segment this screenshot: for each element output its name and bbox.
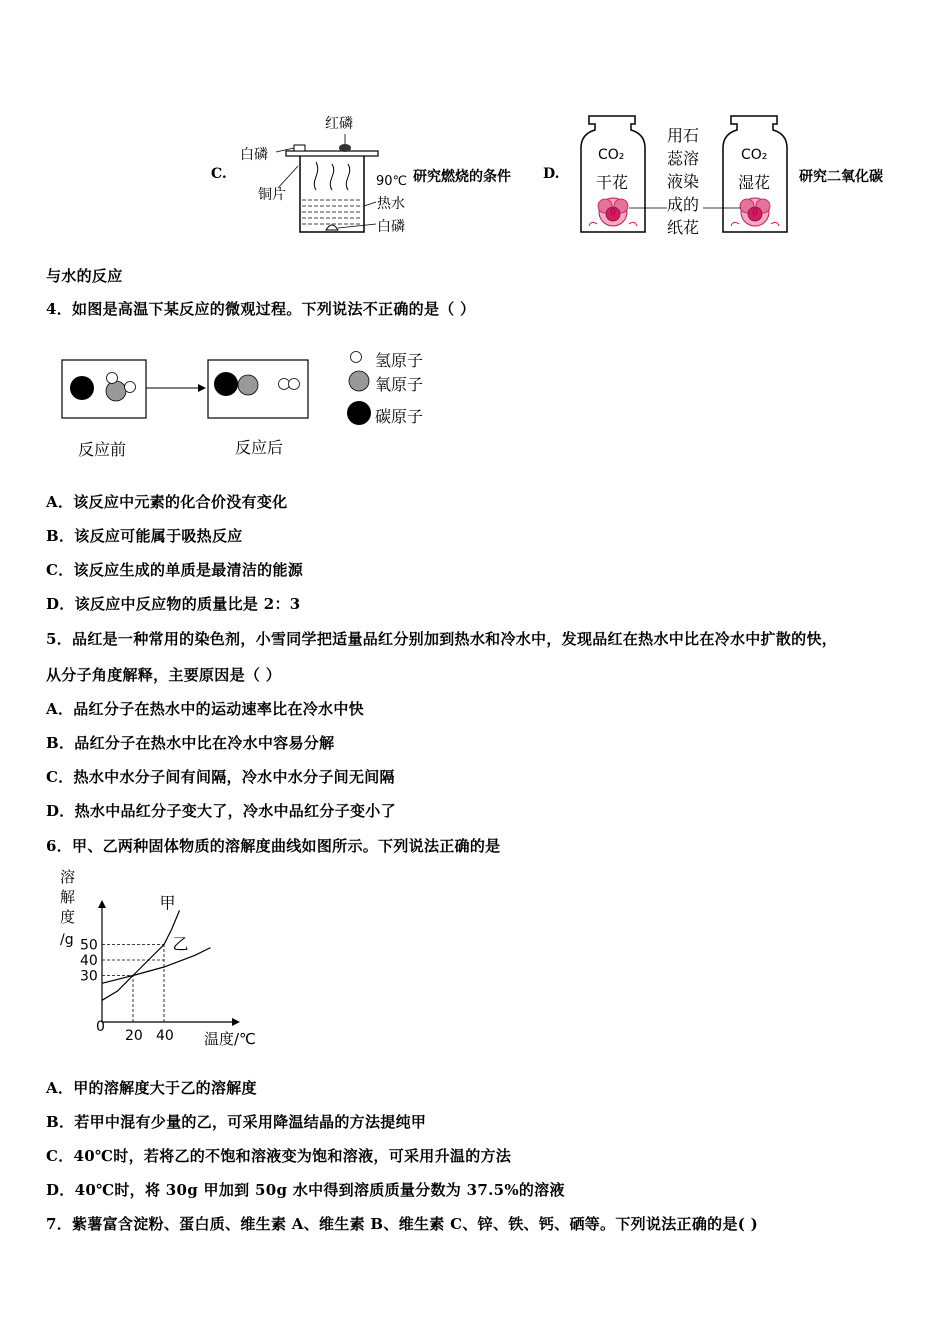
- x-tick-40: 40: [156, 1028, 174, 1044]
- litmus-line-1: 用石: [667, 126, 700, 145]
- arrow-head: [198, 384, 206, 392]
- y-label-2: 解: [60, 888, 76, 906]
- label-co2-right: CO₂: [741, 147, 768, 163]
- figure-c-caption: 研究燃烧的条件: [413, 169, 511, 185]
- q4-option-b: B．该反应可能属于吸热反应: [46, 527, 243, 545]
- legend-oxygen: 氧原子: [375, 375, 424, 394]
- q4-option-d: D．该反应中反应物的质量比是 2：3: [46, 595, 301, 613]
- legend-carbon-icon: [347, 401, 371, 425]
- q6-option-d: D．40℃时，将 30g 甲加到 50g 水中得到溶质质量分数为 37.5%的溶液: [46, 1181, 565, 1199]
- q7-stem: 7．紫薯富含淀粉、蛋白质、维生素 A、维生素 B、维生素 C、锌、铁、钙、硒等。下列说法正确的是( ): [46, 1215, 759, 1233]
- oxygen-atom-after: [238, 375, 258, 395]
- q6-option-c: C．40℃时，若将乙的不饱和溶液变为饱和溶液，可采用升温的方法: [46, 1147, 512, 1165]
- q4-option-c: C．该反应生成的单质是最清洁的能源: [46, 561, 304, 579]
- label-copper-plate: 铜片: [258, 187, 286, 203]
- label-white-phosphorus-bottom: 白磷: [377, 219, 405, 235]
- series-jia-curve: [102, 910, 180, 1000]
- litmus-line-5: 纸花: [667, 218, 700, 237]
- label-litmus-paper-flower: [667, 124, 703, 239]
- hydrogen-atom-before-1: [107, 373, 118, 384]
- continuation-text: 与水的反应: [46, 267, 123, 285]
- carbon-atom-before: [70, 376, 94, 400]
- oxygen-atom-before: [106, 381, 126, 401]
- legend-carbon: 碳原子: [375, 407, 424, 426]
- before-label: 反应前: [78, 440, 127, 459]
- smoke-curls: [314, 162, 349, 190]
- q4-option-a: A．该反应中元素的化合价没有变化: [46, 493, 288, 511]
- copper-plate: [286, 151, 378, 156]
- label-hot-water: 热水: [377, 196, 405, 212]
- label-wet-flower: 湿花: [738, 173, 771, 192]
- label-white-phosphorus-top: 白磷: [240, 147, 268, 163]
- q6-option-b: B．若甲中混有少量的乙，可采用降温结晶的方法提纯甲: [46, 1113, 427, 1131]
- red-phosphorus: [339, 144, 351, 152]
- carbon-atom-after: [214, 372, 238, 396]
- y-label-1: 溶: [60, 868, 76, 886]
- solubility-chart: [40, 860, 280, 1055]
- hydrogen-atom-after-1: [279, 379, 290, 390]
- hydrogen-atom-before-2: [125, 382, 136, 393]
- x-tick-20: 20: [125, 1028, 143, 1044]
- hydrogen-atom-after-2: [289, 379, 300, 390]
- white-phosphorus-bottom: [326, 225, 338, 230]
- q6-stem: 6．甲、乙两种固体物质的溶解度曲线如图所示。下列说法正确的是: [46, 837, 501, 855]
- q5-option-a: A．品红分子在热水中的运动速率比在冷水中快: [46, 700, 364, 718]
- q5-stem-line2: 从分子角度解释，主要原因是（ ）: [46, 666, 282, 684]
- white-phosphorus-top: [294, 145, 305, 151]
- y-tick-40: 40: [80, 953, 98, 969]
- q6-option-a: A．甲的溶解度大于乙的溶解度: [46, 1079, 257, 1097]
- y-axis-arrow: [98, 900, 106, 908]
- y-label-3: 度: [60, 908, 76, 926]
- label-red-phosphorus: 红磷: [325, 116, 353, 132]
- label-co2-left: CO₂: [598, 147, 625, 163]
- figure-d-caption: 研究二氧化碳: [799, 169, 883, 185]
- x-axis-arrow: [232, 1018, 240, 1026]
- option-c-letter: C.: [211, 166, 227, 182]
- q5-stem-line1: 5．品红是一种常用的染色剂，小雪同学把适量品红分别加到热水和冷水中，发现品红在热水中比在冷水中扩散的快，: [46, 630, 838, 648]
- y-tick-30: 30: [80, 968, 98, 985]
- after-label: 反应后: [235, 438, 284, 457]
- y-label-4: /g: [60, 932, 74, 948]
- label-temperature: 90℃: [376, 174, 408, 189]
- legend-oxygen-icon: [349, 371, 369, 391]
- label-dry-flower: 干花: [596, 173, 629, 192]
- series-jia-label: 甲: [159, 893, 176, 913]
- legend-hydrogen-icon: [351, 352, 362, 363]
- option-d-letter: D.: [543, 166, 560, 182]
- hot-water-lines: [302, 200, 362, 224]
- beaker: [300, 154, 364, 232]
- y-tick-50: 50: [80, 937, 98, 954]
- litmus-line-3: 液染: [667, 172, 700, 191]
- q5-option-d: D．热水中品红分子变大了，冷水中品红分子变小了: [46, 802, 396, 820]
- origin-label: 0: [96, 1019, 105, 1035]
- q4-stem: 4．如图是高温下某反应的微观过程。下列说法不正确的是（ ）: [46, 300, 476, 318]
- litmus-line-4: 成的: [667, 195, 700, 214]
- legend-hydrogen: 氢原子: [375, 351, 424, 370]
- litmus-line-2: 蕊溶: [667, 149, 700, 168]
- q5-option-b: B．品红分子在热水中比在冷水中容易分解: [46, 734, 335, 752]
- series-yi-label: 乙: [172, 934, 189, 954]
- q5-option-c: C．热水中水分子间有间隔，冷水中水分子间无间隔: [46, 768, 395, 786]
- x-axis-label: 温度/℃: [204, 1030, 256, 1048]
